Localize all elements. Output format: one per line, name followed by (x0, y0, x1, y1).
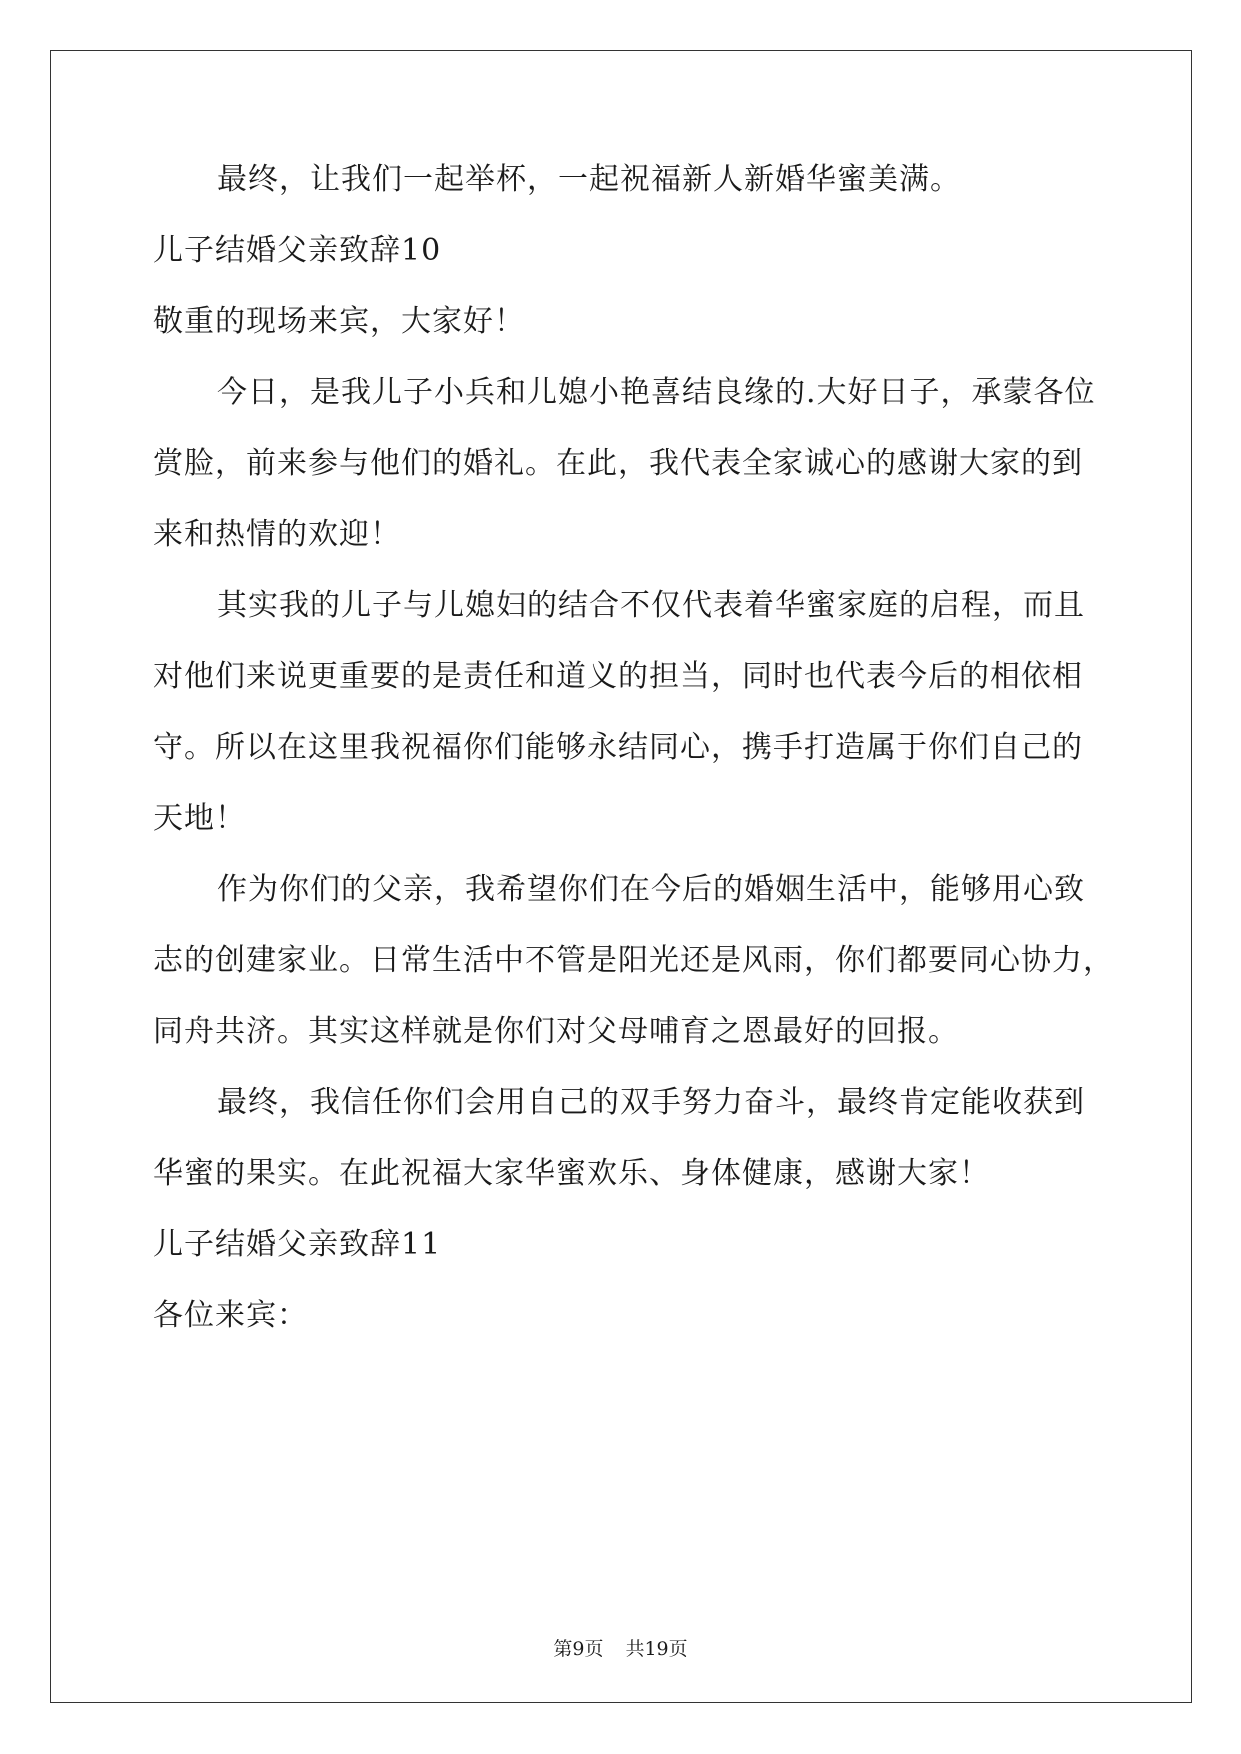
page-footer (0, 1637, 1241, 1661)
salutation: 各位来宾： (153, 1298, 308, 1333)
text-line: 最终，我信任你们会用自己的双手努力奋斗，最终肯定能收获到 (217, 1085, 1085, 1120)
text-line: 来和热情的欢迎！ (153, 517, 401, 552)
text-line: 守。所以在这里我祝福你们能够永结同心，携手打造属于你们自己的 (153, 730, 1083, 765)
section-heading: 儿子结婚父亲致辞10 (153, 233, 442, 268)
text-line: 天地！ (153, 801, 246, 836)
text-line: 今日，是我儿子小兵和儿媳小艳喜结良缘的.大好日子，承蒙各位 (217, 375, 1096, 410)
page-total: 共19页 (625, 1638, 688, 1660)
text-line: 其实我的儿子与儿媳妇的结合不仅代表着华蜜家庭的启程，而且 (217, 588, 1085, 623)
text-line: 同舟共济。其实这样就是你们对父母哺育之恩最好的回报。 (153, 1014, 959, 1049)
text-line: 作为你们的父亲，我希望你们在今后的婚姻生活中，能够用心致 (217, 872, 1085, 907)
text-line: 志的创建家业。日常生活中不管是阳光还是风雨，你们都要同心协力， (153, 943, 1114, 978)
text-line: 赏脸，前来参与他们的婚礼。在此，我代表全家诚心的感谢大家的到 (153, 446, 1083, 481)
page-number: 第9页 (553, 1638, 604, 1660)
text-line: 最终，让我们一起举杯，一起祝福新人新婚华蜜美满。 (217, 162, 961, 197)
salutation: 敬重的现场来宾，大家好！ (153, 304, 525, 339)
text-line: 华蜜的果实。在此祝福大家华蜜欢乐、身体健康，感谢大家！ (153, 1156, 990, 1191)
section-heading: 儿子结婚父亲致辞11 (153, 1227, 442, 1262)
text-line: 对他们来说更重要的是责任和道义的担当，同时也代表今后的相依相 (153, 659, 1083, 694)
